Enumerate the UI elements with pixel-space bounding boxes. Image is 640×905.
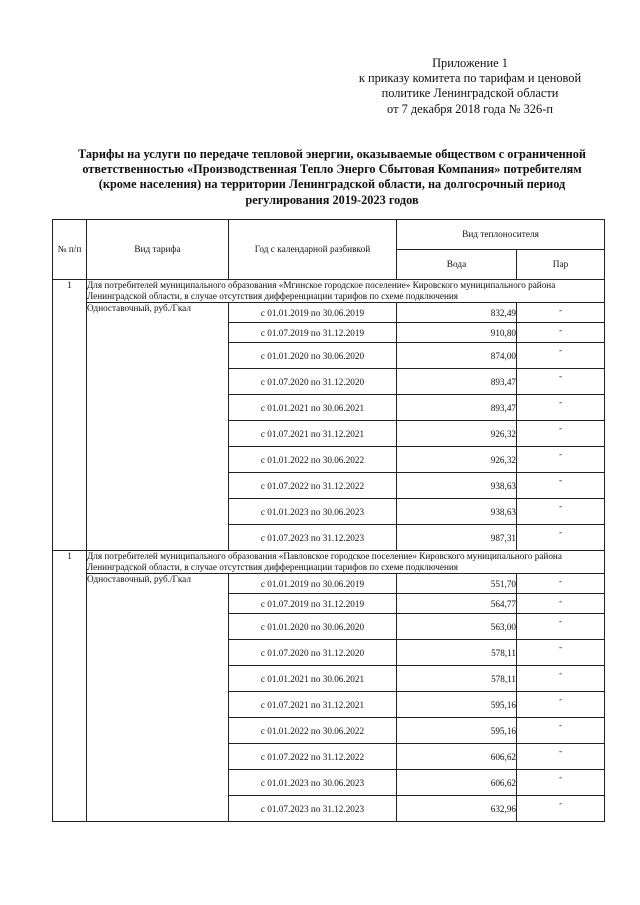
period-cell: с 01.07.2020 по 31.12.2020 — [229, 640, 397, 666]
period-cell: с 01.01.2019 по 30.06.2019 — [229, 574, 397, 594]
header-period: Год с календарной разбивкой — [229, 220, 397, 280]
table-row — [53, 574, 605, 594]
steam-tariff-cell — [517, 525, 605, 551]
steam-tariff-value: - — [558, 423, 563, 434]
steam-tariff-cell — [517, 323, 605, 343]
steam-tariff-cell — [517, 770, 605, 796]
water-tariff-cell: 606,62 — [397, 770, 517, 796]
appendix-line: от 7 декабря 2018 года № 326-п — [387, 101, 553, 116]
water-tariff-cell: 938,63 — [397, 499, 517, 525]
steam-tariff-cell — [517, 395, 605, 421]
steam-tariff-cell — [517, 447, 605, 473]
period-cell: с 01.01.2019 по 30.06.2019 — [229, 303, 397, 323]
water-tariff-cell: 564,77 — [397, 594, 517, 614]
period-cell: с 01.07.2020 по 31.12.2020 — [229, 369, 397, 395]
steam-tariff-value: - — [558, 642, 563, 653]
steam-tariff-value: - — [558, 746, 563, 757]
steam-tariff-cell — [517, 614, 605, 640]
steam-tariff-value: - — [558, 345, 563, 356]
section-number: 1 — [53, 280, 87, 551]
title-line: регулирования 2019-2023 годов — [245, 192, 419, 207]
appendix-line: к приказу комитета по тарифам и ценовой — [358, 71, 582, 86]
period-cell: с 01.07.2022 по 31.12.2022 — [229, 473, 397, 499]
water-tariff-cell: 632,96 — [397, 796, 517, 822]
section-description: Для потребителей муниципального образования «Мгинское городское поселение» Кировского муниципального района Ленинградской области, в случае отсутствия дифференциации тарифов по схеме подключения — [87, 280, 605, 303]
title-line: Тарифы на услуги по передаче тепловой энергии, оказываемые обществом с ограниченной — [77, 147, 586, 161]
steam-tariff-value: - — [558, 325, 563, 336]
steam-tariff-value: - — [558, 371, 563, 382]
period-cell: с 01.07.2021 по 31.12.2021 — [229, 692, 397, 718]
steam-tariff-value: - — [558, 397, 563, 408]
steam-tariff-value: - — [558, 576, 563, 587]
steam-tariff-value: - — [558, 305, 563, 316]
steam-tariff-cell — [517, 796, 605, 822]
steam-tariff-value: - — [558, 668, 563, 679]
header-tariff-type: Вид тарифа — [87, 220, 229, 280]
steam-tariff-cell — [517, 640, 605, 666]
section-header-row — [53, 551, 605, 574]
steam-tariff-value: - — [558, 616, 563, 627]
water-tariff-cell: 595,16 — [397, 718, 517, 744]
document-title — [40, 147, 624, 208]
tariff-type-cell: Одноставочный, руб./Гкал — [87, 574, 229, 822]
period-cell: с 01.01.2022 по 30.06.2022 — [229, 718, 397, 744]
steam-tariff-value: - — [558, 720, 563, 731]
table-body — [53, 280, 605, 822]
water-tariff-cell: 606,62 — [397, 744, 517, 770]
steam-tariff-cell — [517, 692, 605, 718]
water-tariff-cell: 910,80 — [397, 323, 517, 343]
water-tariff-cell: 926,32 — [397, 421, 517, 447]
steam-tariff-cell — [517, 744, 605, 770]
period-cell: с 01.01.2020 по 30.06.2020 — [229, 614, 397, 640]
water-tariff-cell: 595,16 — [397, 692, 517, 718]
steam-tariff-cell — [517, 666, 605, 692]
steam-tariff-value: - — [558, 694, 563, 705]
water-tariff-cell: 938,63 — [397, 473, 517, 499]
period-cell: с 01.01.2020 по 30.06.2020 — [229, 343, 397, 369]
header-num: № п/п — [53, 220, 87, 280]
water-tariff-cell: 893,47 — [397, 395, 517, 421]
period-cell: с 01.07.2022 по 31.12.2022 — [229, 744, 397, 770]
steam-tariff-cell — [517, 574, 605, 594]
period-cell: с 01.07.2019 по 31.12.2019 — [229, 594, 397, 614]
steam-tariff-value: - — [558, 798, 563, 809]
section-number: 1 — [53, 551, 87, 822]
appendix-line: политике Ленинградской области — [381, 86, 559, 101]
water-tariff-cell: 578,11 — [397, 640, 517, 666]
steam-tariff-value: - — [558, 596, 563, 607]
table-row — [53, 303, 605, 323]
period-cell: с 01.07.2021 по 31.12.2021 — [229, 421, 397, 447]
steam-tariff-cell — [517, 369, 605, 395]
tariff-type-cell: Одноставочный, руб./Гкал — [87, 303, 229, 551]
section-header-row — [53, 280, 605, 303]
steam-tariff-cell — [517, 303, 605, 323]
steam-tariff-cell — [517, 343, 605, 369]
tariff-table — [52, 219, 605, 822]
steam-tariff-cell — [517, 499, 605, 525]
section-description: Для потребителей муниципального образования «Павловское городское поселение» Кировского муниципального района Ленинградской области, в случае отсутствия дифференциации тарифов по схеме подключения — [87, 551, 605, 574]
title-line: (кроме населения) на территории Ленинградской области, на долгосрочный период — [98, 177, 566, 192]
steam-tariff-value: - — [558, 475, 563, 486]
water-tariff-cell: 832,49 — [397, 303, 517, 323]
steam-tariff-cell — [517, 718, 605, 744]
steam-tariff-value: - — [558, 501, 563, 512]
water-tariff-cell: 926,32 — [397, 447, 517, 473]
appendix-line: Приложение 1 — [432, 56, 508, 70]
water-tariff-cell: 563,00 — [397, 614, 517, 640]
period-cell: с 01.01.2023 по 30.06.2023 — [229, 770, 397, 796]
steam-tariff-cell — [517, 421, 605, 447]
period-cell: с 01.01.2022 по 30.06.2022 — [229, 447, 397, 473]
water-tariff-cell: 874,00 — [397, 343, 517, 369]
period-cell: с 01.01.2021 по 30.06.2021 — [229, 666, 397, 692]
period-cell: с 01.01.2023 по 30.06.2023 — [229, 499, 397, 525]
period-cell: с 01.07.2023 по 31.12.2023 — [229, 796, 397, 822]
water-tariff-cell: 578,11 — [397, 666, 517, 692]
header-steam: Пар — [517, 250, 605, 280]
title-line: ответственностью «Производственная Тепло Энерго Сбытовая Компания» потребителям — [82, 162, 582, 177]
steam-tariff-cell — [517, 473, 605, 499]
period-cell: с 01.01.2021 по 30.06.2021 — [229, 395, 397, 421]
header-carrier: Вид теплоносителя — [397, 220, 605, 250]
header-water: Вода — [397, 250, 517, 280]
water-tariff-cell: 893,47 — [397, 369, 517, 395]
water-tariff-cell: 987,31 — [397, 525, 517, 551]
period-cell: с 01.07.2019 по 31.12.2019 — [229, 323, 397, 343]
steam-tariff-value: - — [558, 449, 563, 460]
steam-tariff-cell — [517, 594, 605, 614]
steam-tariff-value: - — [558, 527, 563, 538]
appendix-block — [340, 56, 600, 117]
steam-tariff-value: - — [558, 772, 563, 783]
water-tariff-cell: 551,70 — [397, 574, 517, 594]
period-cell: с 01.07.2023 по 31.12.2023 — [229, 525, 397, 551]
